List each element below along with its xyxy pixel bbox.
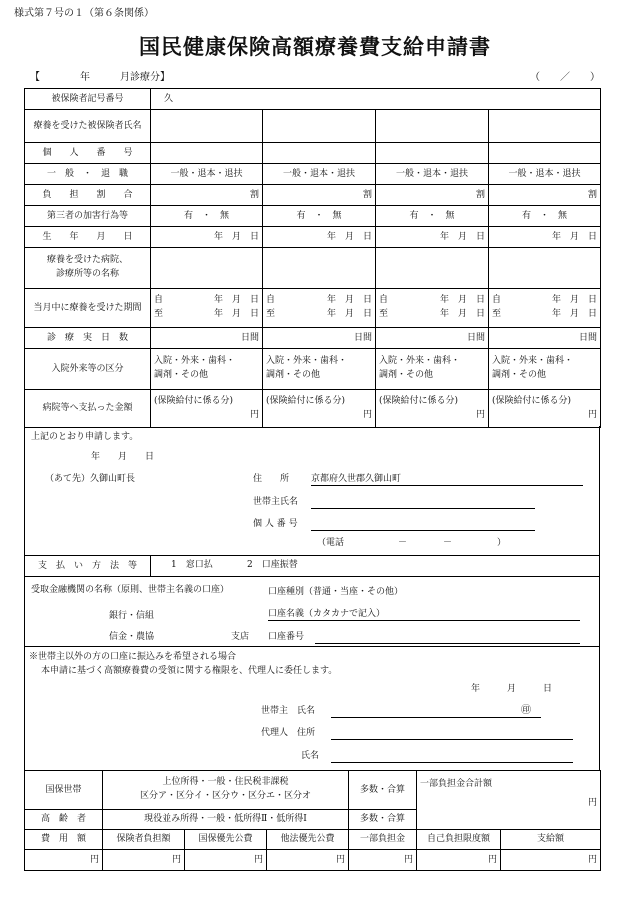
date-stamp-box: （ ／ ）: [530, 72, 600, 83]
hospital-name-label: [25, 248, 151, 289]
paid-amount-field[interactable]: [489, 390, 601, 428]
treatment-days-field[interactable]: 日間: [263, 328, 376, 349]
personal-number-field[interactable]: [263, 143, 376, 164]
patient-name-field[interactable]: [489, 110, 601, 143]
burden-ratio-label: 負 担 割 合: [25, 185, 151, 206]
proxy-head-underline[interactable]: [331, 717, 541, 718]
address-value[interactable]: 京都府久世郡久御山町: [311, 474, 402, 484]
yen-unit: 円: [249, 409, 259, 420]
treatment-period-field[interactable]: [489, 289, 601, 328]
from-label: 自: [154, 295, 164, 306]
credit-farm-label: 信金・農協: [109, 632, 155, 642]
from-date: 年 月 日: [552, 295, 598, 306]
account-number-label: 口座番号: [268, 632, 305, 642]
treatment-days-label: 診 療 実 日 数: [25, 328, 151, 349]
personal-number-label: 個 人 番 号: [25, 143, 151, 164]
patient-name-field[interactable]: [151, 110, 263, 143]
income-category-line2: 区分ア・区分イ・区分ウ・区分エ・区分オ: [140, 791, 312, 801]
proxy-date[interactable]: 年 月 日: [471, 684, 553, 694]
personal-number-field[interactable]: [151, 143, 263, 164]
address-underline: [311, 485, 583, 486]
paid-amount-label: 病院等へ支払った金額: [25, 390, 151, 428]
to-label: 至: [154, 309, 164, 319]
account-name-underline[interactable]: [268, 620, 580, 621]
general-retired-label: 一 般 ・ 退 職: [25, 164, 151, 185]
amount-cell[interactable]: 円: [501, 850, 601, 871]
claim-detail-table: [24, 88, 601, 428]
addressee: （あて先）久御山町長: [45, 474, 136, 484]
bank-trust-label: 銀行・信組: [109, 611, 155, 621]
amount-cell[interactable]: 円: [267, 850, 349, 871]
proxy-note: ※世帯主以外の方の口座に振込みを希望される場合: [29, 652, 237, 662]
inout-line1: 入院・外来・歯科・: [379, 356, 461, 367]
patient-name-field[interactable]: [376, 110, 489, 143]
third-party-label: 第三者の加害行為等: [25, 206, 151, 227]
treatment-days-field[interactable]: 日間: [489, 328, 601, 349]
table-header: 他法優先公費: [267, 830, 349, 850]
table-header: 保険者負担額: [103, 830, 185, 850]
to-label: 至: [379, 309, 389, 319]
treatment-period: 【 年 月診療分】: [30, 72, 170, 83]
account-type[interactable]: 口座種別（普通・当座・その他）: [268, 587, 404, 597]
birthdate-field[interactable]: 年 月 日: [151, 227, 263, 248]
third-party-option[interactable]: 有 ・ 無: [263, 206, 376, 227]
applicant-section: [24, 426, 600, 556]
insurance-benefit-note: (保険給付に係る分): [266, 395, 346, 406]
hospital-name-field[interactable]: [151, 248, 263, 289]
personal-number-label: 個 人 番 号: [253, 519, 298, 529]
yen-unit: 円: [588, 409, 598, 420]
address-label: 住 所: [253, 474, 290, 484]
account-number-underline[interactable]: [315, 643, 580, 644]
account-name-label: 口座名義（カタカナで記入）: [268, 609, 386, 619]
income-category-line1: 上位所得・一般・住民税非課税: [162, 777, 289, 788]
proxy-section: [24, 647, 600, 771]
insurance-benefit-note: (保険給付に係る分): [379, 395, 459, 406]
apply-date[interactable]: 年 月 日: [91, 452, 155, 462]
inout-line1: 入院・外来・歯科・: [492, 356, 574, 367]
birthdate-field[interactable]: 年 月 日: [376, 227, 489, 248]
form-number: 様式第７号の１（第６条関係）: [14, 8, 154, 19]
third-party-option[interactable]: 有 ・ 無: [151, 206, 263, 227]
treatment-period-label: 当月中に療養を受けた期間: [25, 289, 151, 328]
table-header: 一部負担金: [349, 830, 417, 850]
form-title: 国民健康保険高額療養費支給申請書: [139, 34, 491, 59]
proxy-delegation-text: 本申請に基づく高額療養費の受領に関する権限を、代理人に委任します。: [41, 666, 338, 676]
hospital-name-label-line1: 療養を受けた病院、: [46, 255, 128, 266]
from-label: 自: [266, 295, 276, 306]
birthdate-label: 生 年 月 日: [25, 227, 151, 248]
payment-option-transfer[interactable]: 2 口座振替: [247, 560, 298, 570]
hospital-name-field[interactable]: [489, 248, 601, 289]
agent-address-label: 代理人 住所: [261, 728, 316, 738]
paid-amount-field[interactable]: [376, 390, 489, 428]
seal-mark: ㊞: [521, 705, 531, 716]
to-date: 年 月 日: [552, 309, 598, 319]
birthdate-field[interactable]: 年 月 日: [263, 227, 376, 248]
income-category[interactable]: [103, 771, 349, 810]
inpatient-outpatient-option[interactable]: [263, 349, 376, 390]
to-date: 年 月 日: [213, 309, 259, 319]
insurance-benefit-note: (保険給付に係る分): [154, 395, 234, 406]
yen-unit: 円: [475, 409, 485, 420]
burden-ratio-field[interactable]: 割: [263, 185, 376, 206]
table-header: 費 用 額: [25, 830, 103, 850]
nhi-household-label: 国保世帯: [25, 771, 103, 810]
payment-option-window[interactable]: 1 窓口払: [171, 560, 213, 570]
inpatient-outpatient-option[interactable]: [151, 349, 263, 390]
head-name-label: 世帯主 氏名: [261, 706, 316, 716]
phone-field[interactable]: （電話 － － ）: [317, 538, 507, 548]
treatment-period-field[interactable]: [376, 289, 489, 328]
table-header: 国保優先公費: [185, 830, 267, 850]
insured-number-prefix: 久: [164, 93, 174, 104]
personal-number-field[interactable]: [376, 143, 489, 164]
patient-name-label: 療養を受けた被保険者氏名: [25, 110, 151, 143]
treatment-period-field[interactable]: [263, 289, 376, 328]
general-retired-option[interactable]: 一般・退本・退扶: [263, 164, 376, 185]
branch-label: 支店: [231, 632, 250, 642]
inout-line2: 調剤・その他: [379, 370, 434, 380]
from-label: 自: [492, 295, 502, 306]
partial-burden-total[interactable]: [417, 771, 601, 830]
to-date: 年 月 日: [326, 309, 372, 319]
burden-ratio-field[interactable]: 割: [151, 185, 263, 206]
general-retired-option[interactable]: 一般・退本・退扶: [489, 164, 601, 185]
partial-burden-total-label: 一部負担金合計額: [420, 779, 493, 789]
to-label: 至: [266, 309, 276, 319]
from-date: 年 月 日: [439, 295, 485, 306]
head-name-label: 世帯主氏名: [253, 497, 299, 507]
from-date: 年 月 日: [213, 295, 259, 306]
agent-name-underline[interactable]: [331, 762, 573, 763]
birthdate-field[interactable]: 年 月 日: [489, 227, 601, 248]
amount-cell[interactable]: 円: [25, 850, 103, 871]
agent-name-label: 氏名: [301, 751, 320, 761]
payment-method-row: [24, 556, 600, 577]
hospital-name-label-line2: 診療所等の名称: [55, 269, 119, 279]
inout-line2: 調剤・その他: [492, 370, 547, 380]
yen-unit: 円: [362, 409, 372, 420]
burden-ratio-field[interactable]: 割: [489, 185, 601, 206]
inpatient-outpatient-option[interactable]: [489, 349, 601, 390]
institution-label: 受取金融機関の名称（原則、世帯主名義の口座）: [31, 585, 230, 595]
treatment-days-field[interactable]: 日間: [151, 328, 263, 349]
personal-number-underline[interactable]: [311, 530, 535, 531]
amount-cell[interactable]: 円: [417, 850, 501, 871]
patient-name-field[interactable]: [263, 110, 376, 143]
elderly-income-category[interactable]: 現役並み所得・一般・低所得Ⅱ・低所得Ⅰ: [103, 810, 349, 830]
inout-line1: 入院・外来・歯科・: [154, 356, 236, 367]
paid-amount-field[interactable]: [263, 390, 376, 428]
paid-amount-field[interactable]: [151, 390, 263, 428]
amount-cell[interactable]: 円: [103, 850, 185, 871]
from-date: 年 月 日: [326, 295, 372, 306]
inout-line2: 調剤・その他: [266, 370, 321, 380]
multi-total-option[interactable]: 多数・合算: [349, 771, 417, 810]
inpatient-outpatient-label: 入院外来等の区分: [25, 349, 151, 390]
inout-line2: 調剤・その他: [154, 370, 209, 380]
multi-total-option[interactable]: 多数・合算: [349, 810, 417, 830]
burden-ratio-field[interactable]: 割: [376, 185, 489, 206]
apply-statement: 上記のとおり申請します。: [31, 432, 139, 442]
third-party-option[interactable]: 有 ・ 無: [376, 206, 489, 227]
agent-address-underline[interactable]: [331, 739, 573, 740]
hospital-name-field[interactable]: [376, 248, 489, 289]
office-use-table: [24, 770, 601, 871]
head-name-underline[interactable]: [311, 508, 535, 509]
bank-section: [24, 577, 600, 647]
hospital-name-field[interactable]: [263, 248, 376, 289]
treatment-days-field[interactable]: 日間: [376, 328, 489, 349]
yen-unit: 円: [588, 797, 598, 808]
insured-number-field[interactable]: [151, 89, 601, 110]
personal-number-field[interactable]: [489, 143, 601, 164]
amount-cell[interactable]: 円: [185, 850, 267, 871]
to-label: 至: [492, 309, 502, 319]
insured-number-label: 被保険者記号番号: [25, 89, 151, 110]
third-party-option[interactable]: 有 ・ 無: [489, 206, 601, 227]
inout-line1: 入院・外来・歯科・: [266, 356, 348, 367]
inpatient-outpatient-option[interactable]: [376, 349, 489, 390]
table-header: 支給額: [501, 830, 601, 850]
treatment-period-field[interactable]: [151, 289, 263, 328]
general-retired-option[interactable]: 一般・退本・退扶: [376, 164, 489, 185]
insurance-benefit-note: (保険給付に係る分): [492, 395, 572, 406]
payment-method-label: 支 払 い 方 法 等: [25, 556, 151, 576]
table-header: 自己負担限度額: [417, 830, 501, 850]
from-label: 自: [379, 295, 389, 306]
general-retired-option[interactable]: 一般・退本・退扶: [151, 164, 263, 185]
elderly-label: 高 齢 者: [25, 810, 103, 830]
amount-cell[interactable]: 円: [349, 850, 417, 871]
to-date: 年 月 日: [439, 309, 485, 319]
